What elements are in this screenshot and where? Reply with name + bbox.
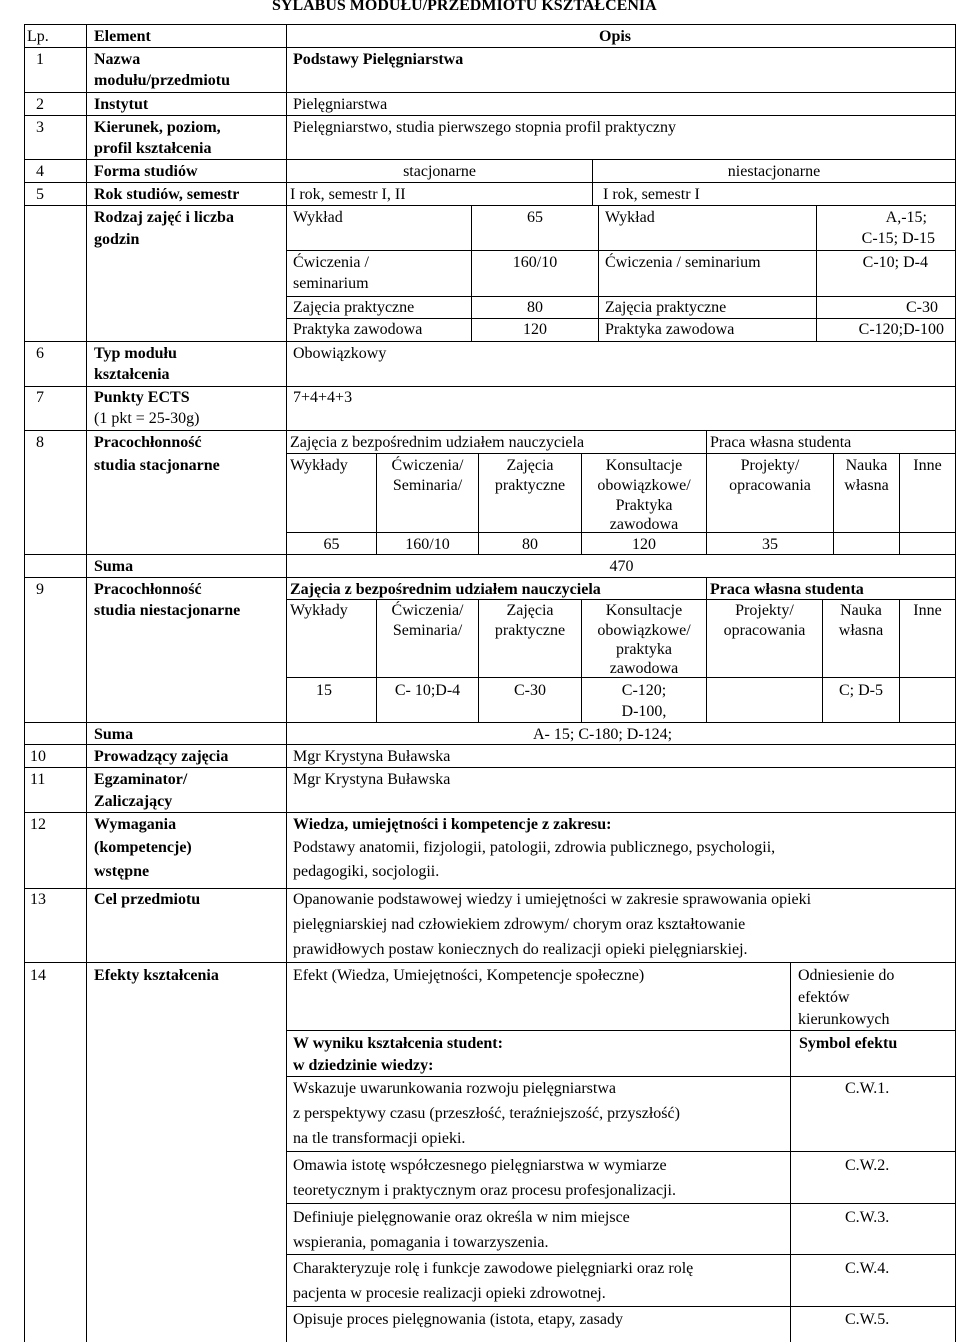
row-value: Mgr Krystyna Buławska (293, 771, 451, 788)
row-label: Zaliczający (94, 793, 173, 810)
column-header: obowiązkowe/ (597, 622, 691, 639)
workload-value: C- 10;D-4 (394, 682, 461, 699)
column-header: Zajęcia (506, 602, 554, 619)
effect-code: C.W.3. (845, 1209, 890, 1226)
group-header: Praca własna studenta (710, 581, 864, 598)
class-hours: 80 (527, 299, 543, 316)
effect-intro: W wyniku kształcenia student: (293, 1035, 503, 1052)
class-hours: 160/10 (512, 254, 558, 271)
row-label: Cel przedmiotu (94, 891, 201, 908)
workload-value: 120 (632, 536, 656, 553)
requirements-heading: Wiedza, umiejętności i kompetencje z zakresu: (293, 816, 612, 833)
row-number: 6 (36, 345, 44, 362)
row-label: Forma studiów (94, 163, 198, 180)
subject-name: Podstawy Pielęgniarstwa (293, 51, 464, 68)
row-label: (kompetencje) (94, 839, 192, 856)
reference-header: Odniesienie do (798, 967, 895, 984)
column-header: Konsultacje (605, 602, 683, 619)
class-type: Ćwiczenia / seminarium (605, 254, 761, 271)
column-header: praktyka (616, 641, 672, 658)
class-hours: C-30 (906, 299, 938, 316)
class-type: Zajęcia praktyczne (605, 299, 727, 316)
column-header: Praktyka (615, 497, 673, 514)
column-header: Nauka (845, 457, 888, 474)
row-label: kształcenia (94, 366, 170, 383)
column-header: zawodowa (609, 660, 679, 677)
row-number: 5 (36, 186, 44, 203)
row-number: 14 (30, 967, 46, 984)
effect-text: z perspektywy czasu (przeszłość, teraźniejszość, przyszłość) (293, 1105, 680, 1122)
workload-value: 35 (762, 536, 778, 553)
row-label: Kierunek, poziom, (94, 119, 221, 136)
row-number: 4 (36, 163, 44, 180)
column-header: własna (844, 477, 889, 494)
row-number: 8 (36, 434, 44, 451)
row-label: Pracochłonność (94, 581, 202, 598)
workload-value: 15 (316, 682, 332, 699)
workload-value: 80 (522, 536, 538, 553)
row-label: modułu/przedmiotu (94, 72, 231, 89)
row-label: Typ modułu (94, 345, 177, 362)
effect-text: Wskazuje uwarunkowania rozwoju pielęgniarstwa (293, 1080, 616, 1097)
effect-text: pacjenta w procesie realizacji opieki zdrowotnej. (293, 1285, 606, 1302)
column-header: obowiązkowe/ (597, 477, 691, 494)
column-header: Inne (913, 457, 942, 474)
effect-text: Opisuje proces pielęgnowania (istota, etapy, zasady (293, 1311, 623, 1328)
effect-text: na tle transformacji opieki. (293, 1130, 466, 1147)
column-header: Seminaria/ (392, 622, 463, 639)
effect-code: C.W.2. (845, 1157, 890, 1174)
row-value: Mgr Krystyna Buławska (293, 748, 451, 765)
goal-text: Opanowanie podstawowej wiedzy i umiejętności w zakresie sprawowania opieki (293, 891, 812, 908)
class-hours: C-120;D-100 (858, 321, 944, 338)
class-type: Praktyka zawodowa (605, 321, 735, 338)
goal-text: pielęgniarskiej nad człowiekiem zdrowym/ chorym oraz kształtowanie (293, 916, 746, 933)
effect-code: C.W.4. (845, 1260, 890, 1277)
requirements-text: Podstawy anatomii, fizjologii, patologii, zdrowia publicznego, psychologii, (293, 839, 776, 856)
class-type: seminarium (293, 275, 369, 292)
class-hours: A,-15; (885, 209, 927, 226)
class-type: Zajęcia praktyczne (293, 299, 415, 316)
reference-header: kierunkowych (798, 1011, 890, 1028)
row-number: 10 (30, 748, 46, 765)
header-opis: Opis (599, 28, 632, 45)
row-number: 11 (30, 771, 46, 788)
row-value: I rok, semestr I (603, 186, 700, 203)
class-type: Wykład (605, 209, 655, 226)
requirements-text: pedagogiki, socjologii. (293, 863, 440, 880)
column-header: Seminaria/ (392, 477, 463, 494)
effect-text: teoretycznym i praktycznym oraz procesu profesjonalizacji. (293, 1182, 676, 1199)
group-header: Zajęcia z bezpośrednim udziałem nauczyciela (290, 434, 585, 451)
row-value: Obowiązkowy (293, 345, 387, 362)
goal-text: prawidłowych postaw koniecznych do realizacji opieki pielęgniarskiej. (293, 941, 748, 958)
effect-header: Efekt (Wiedza, Umiejętności, Kompetencje społeczne) (293, 967, 645, 984)
workload-value: C-30 (514, 682, 546, 699)
column-header: Wykłady (290, 602, 348, 619)
effect-intro: w dziedzinie wiedzy: (293, 1057, 434, 1074)
sum-value: A- 15; C-180; D-124; (533, 726, 673, 743)
header-lp: Lp. (27, 28, 49, 45)
column-header: praktyczne (494, 477, 566, 494)
row-label: godzin (94, 231, 140, 248)
row-number: 12 (30, 816, 46, 833)
effect-code: C.W.1. (845, 1080, 890, 1097)
column-header: Zajęcia (506, 457, 554, 474)
column-header: zawodowa (609, 516, 679, 533)
effect-text: Charakteryzuje rolę i funkcje zawodowe pielęgniarki oraz rolę (293, 1260, 694, 1277)
row-label: Punkty ECTS (94, 389, 190, 406)
row-label: studia stacjonarne (94, 457, 220, 474)
sum-value: 470 (609, 558, 634, 575)
workload-value: C-120; (621, 682, 667, 699)
effect-text: Omawia istotę współczesnego pielęgniarstwa w wymiarze (293, 1157, 667, 1174)
effect-text: wspierania, pomagania i towarzyszenia. (293, 1234, 549, 1251)
row-label: Instytut (94, 96, 149, 113)
form-stacjonarne: stacjonarne (403, 163, 476, 180)
workload-value: 65 (323, 536, 340, 553)
column-header: Wykłady (290, 457, 348, 474)
row-label: (1 pkt = 25-30g) (94, 410, 200, 427)
class-hours: 65 (527, 209, 543, 226)
row-label: Efekty kształcenia (94, 967, 219, 984)
row-label: Prowadzący zajęcia (94, 748, 229, 765)
row-number: 7 (36, 389, 44, 406)
column-header: praktyczne (494, 622, 566, 639)
column-header: Projekty/ (740, 457, 800, 474)
class-hours: C-10; D-4 (862, 254, 928, 271)
row-value: I rok, semestr I, II (290, 186, 406, 203)
header-element: Element (94, 28, 151, 45)
column-header: własna (838, 622, 884, 639)
row-label: studia niestacjonarne (94, 602, 241, 619)
page-title: SYLABUS MODUŁU/PRZEDMIOTU KSZTAŁCENIA (272, 0, 657, 14)
row-number: 2 (36, 96, 44, 113)
class-type: Ćwiczenia / (293, 254, 369, 271)
row-value: Pielęgniarstwa (293, 96, 388, 113)
class-hours: C-15; D-15 (861, 230, 935, 247)
reference-header: efektów (798, 989, 850, 1006)
column-header: opracowania (723, 622, 806, 639)
workload-value: D-100, (621, 703, 667, 720)
column-header: opracowania (729, 477, 811, 494)
row-label: Pracochłonność (94, 434, 202, 451)
row-number: 1 (36, 51, 44, 68)
effect-code: C.W.5. (845, 1311, 890, 1328)
row-label: Rodzaj zajęć i liczba (94, 209, 234, 226)
column-header: Konsultacje (605, 457, 683, 474)
workload-value: C; D-5 (839, 682, 883, 699)
row-label: profil kształcenia (94, 140, 212, 157)
row-number: 9 (36, 581, 44, 598)
class-hours: 120 (523, 321, 547, 338)
class-type: Wykład (293, 209, 343, 226)
symbol-header: Symbol efektu (799, 1035, 898, 1052)
workload-value: 160/10 (405, 536, 450, 553)
row-label: Rok studiów, semestr (94, 186, 240, 203)
row-value: Pielęgniarstwo, studia pierwszego stopnia profil praktyczny (293, 119, 677, 136)
effect-text: Definiuje pielęgnowanie oraz określa w nim miejsce (293, 1209, 630, 1226)
sum-label: Suma (94, 558, 134, 575)
class-type: Praktyka zawodowa (293, 321, 423, 338)
row-label: Nazwa (94, 51, 141, 68)
column-header: Projekty/ (735, 602, 794, 619)
column-header: Ćwiczenia/ (391, 457, 464, 474)
row-number: 3 (36, 119, 44, 136)
form-niestacjonarne: niestacjonarne (727, 163, 821, 180)
column-header: Inne (913, 602, 942, 619)
column-header: Ćwiczenia/ (391, 602, 464, 619)
row-label: Egzaminator/ (94, 771, 188, 788)
group-header: Zajęcia z bezpośrednim udziałem nauczyciela (290, 581, 601, 598)
group-header: Praca własna studenta (710, 434, 852, 451)
row-label: wstępne (94, 863, 150, 880)
sum-label: Suma (94, 726, 134, 743)
row-number: 13 (30, 891, 46, 908)
row-value: 7+4+4+3 (293, 389, 353, 406)
row-label: Wymagania (94, 816, 177, 833)
column-header: Nauka (840, 602, 882, 619)
